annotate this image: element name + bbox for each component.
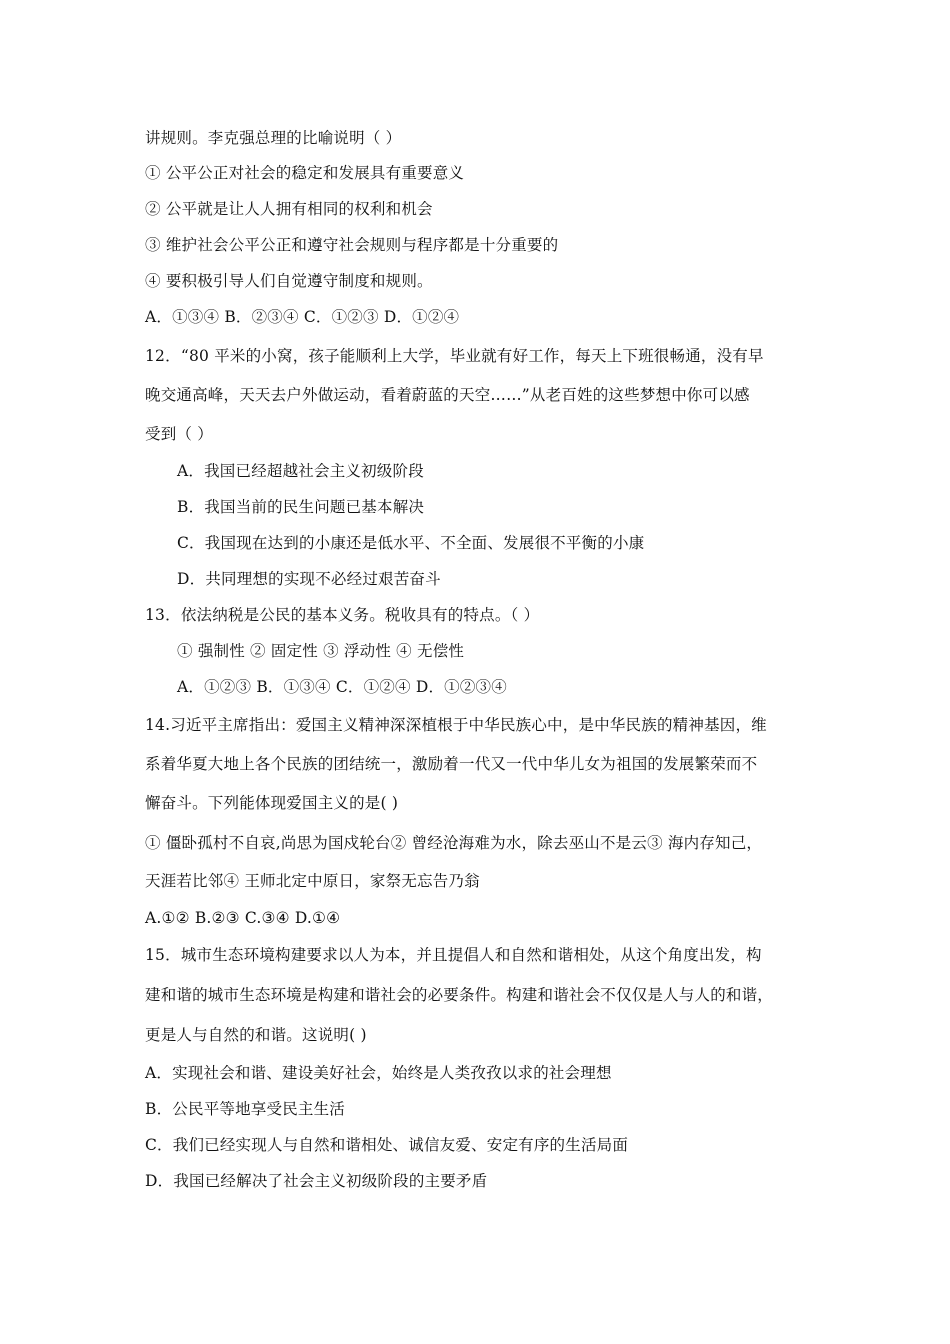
q14-items-line-2: 天涯若比邻④ 王师北定中原日，家祭无忘告乃翁 (145, 872, 480, 890)
q12-option-a: A．我国已经超越社会主义初级阶段 (177, 462, 424, 480)
q15-option-b: B．公民平等地享受民主生活 (145, 1100, 345, 1118)
q11-item-4: ④ 要积极引导人们自觉遵守制度和规则。 (145, 272, 433, 290)
q15-option-d: D．我国已经解决了社会主义初级阶段的主要矛盾 (145, 1172, 488, 1190)
q13-options: A．①②③ B．①③④ C．①②④ D．①②③④ (177, 678, 507, 696)
q14-stem-line-2: 系着华夏大地上各个民族的团结统一，激励着一代又一代中华儿女为祖国的发展繁荣而不 (145, 755, 758, 773)
q12-stem-line-3: 受到（ ） (145, 425, 213, 443)
q15-stem-line-2: 建和谐的城市生态环境是构建和谐社会的必要条件。构建和谐社会不仅仅是人与人的和谐， (145, 986, 774, 1004)
q15-stem-line-3: 更是人与自然的和谐。这说明( ) (145, 1026, 367, 1044)
q15-stem-line-1: 15．城市生态环境构建要求以人为本，并且提倡人和自然和谐相处，从这个角度出发，构 (145, 946, 762, 964)
q12-option-d: D．共同理想的实现不必经过艰苦奋斗 (177, 570, 441, 588)
q12-option-c: C．我国现在达到的小康还是低水平、不全面、发展很不平衡的小康 (177, 534, 645, 552)
q14-items-line-1: ① 僵卧孤村不自哀,尚思为国戍轮台② 曾经沧海难为水，除去巫山不是云③ 海内存知己， (145, 834, 763, 852)
q12-stem-line-2: 晚交通高峰，天天去户外做运动，看着蔚蓝的天空……”从老百姓的这些梦想中你可以感 (145, 386, 750, 404)
q11-item-1: ① 公平公正对社会的稳定和发展具有重要意义 (145, 164, 465, 182)
q15-option-c: C．我们已经实现人与自然和谐相处、诚信友爱、安定有序的生活局面 (145, 1136, 629, 1154)
q15-option-a: A．实现社会和谐、建设美好社会，始终是人类孜孜以求的社会理想 (145, 1064, 612, 1082)
q12-option-b: B．我国当前的民生问题已基本解决 (177, 498, 425, 516)
q12-stem-line-1: 12．“80 平米的小窝，孩子能顺利上大学，毕业就有好工作，每天上下班很畅通，没有早 (145, 347, 764, 365)
q13-items: ① 强制性 ② 固定性 ③ 浮动性 ④ 无偿性 (177, 642, 465, 660)
q14-stem-line-1: 14.习近平主席指出：爱国主义精神深深植根于中华民族心中，是中华民族的精神基因，维 (145, 716, 767, 734)
q14-stem-line-3: 懈奋斗。下列能体现爱国主义的是( ) (145, 794, 399, 812)
q11-options: A．①③④ B．②③④ C．①②③ D．①②④ (145, 308, 460, 326)
q11-stem-tail: 讲规则。李克强总理的比喻说明（ ） (145, 129, 402, 147)
q13-stem: 13．依法纳税是公民的基本义务。税收具有的特点。（ ） (145, 606, 540, 624)
q11-item-2: ② 公平就是让人人拥有相同的权利和机会 (145, 200, 433, 218)
q14-options: A.①② B.②③ C.③④ D.①④ (145, 909, 341, 927)
q11-item-3: ③ 维护社会公平公正和遵守社会规则与程序都是十分重要的 (145, 236, 559, 254)
